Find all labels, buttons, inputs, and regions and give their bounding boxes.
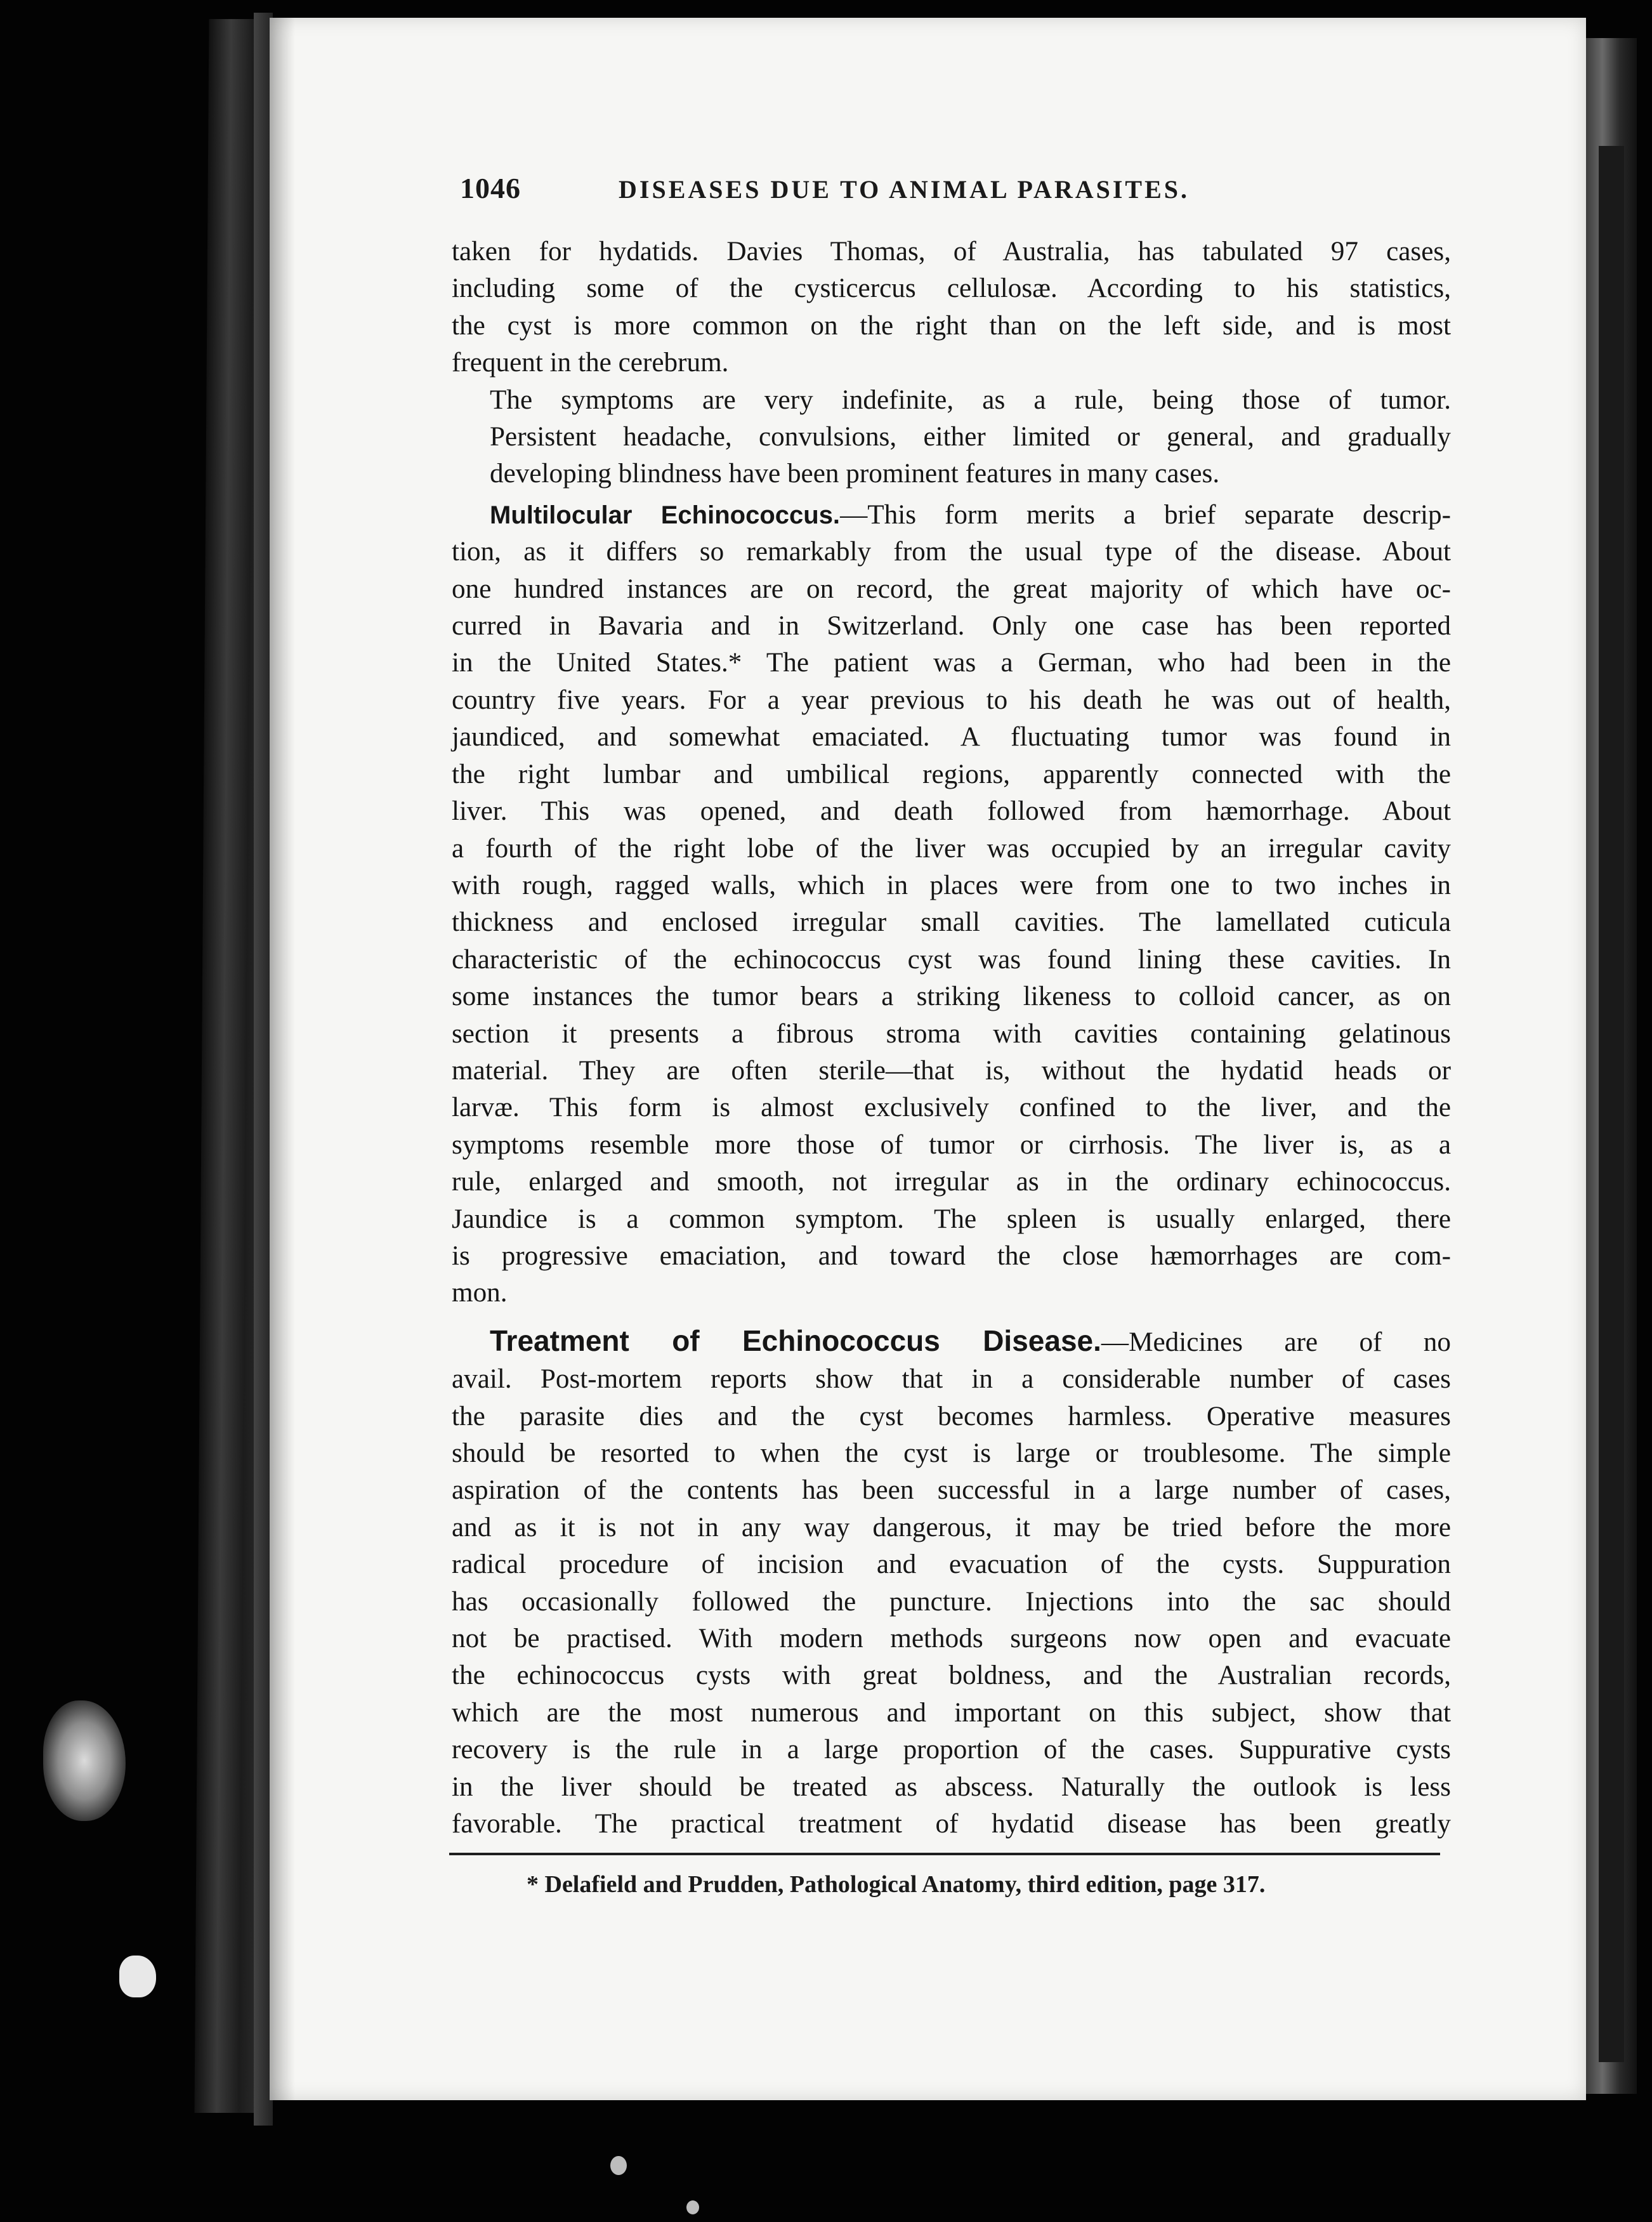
running-title: DISEASES DUE TO ANIMAL PARASITES. xyxy=(619,175,1190,204)
text-line: with rough, ragged walls, which in places were from one to two inches in xyxy=(452,870,1451,900)
body-text xyxy=(452,233,1451,1843)
text-line: including some of the cysticercus cellulosæ. According to his statistics, xyxy=(452,273,1451,304)
text-line: developing blindness have been prominent features in many cases. xyxy=(490,459,1220,489)
text-line: the cyst is more common on the right than on the left side, and is most xyxy=(452,310,1451,341)
text-line: which are the most numerous and important on this subject, show that xyxy=(452,1697,1451,1728)
paragraph-multilocular xyxy=(452,497,1451,1312)
paragraph-first-line xyxy=(452,1322,1451,1361)
text-line: in the United States.* The patient was a German, who had been in the xyxy=(452,648,1451,678)
scan-speck xyxy=(610,2156,627,2175)
text-line: has occasionally followed the puncture. Injections into the sac should xyxy=(452,1586,1451,1617)
text-line: The symptoms are very indefinite, as a rule, being those of tumor. xyxy=(490,385,1451,415)
text-line: in the liver should be treated as abscess. Naturally the outlook is less xyxy=(452,1772,1451,1802)
text-line: tion, as it differs so remarkably from the usual type of the disease. About xyxy=(452,537,1451,567)
text-line: liver. This was opened, and death followed from hæmorrhage. About xyxy=(452,796,1451,827)
paragraph-first-line xyxy=(452,497,1451,534)
page-edge-inner xyxy=(1599,146,1624,2062)
text-line: Persistent headache, convulsions, either limited or general, and gradually xyxy=(490,422,1451,452)
text-line: and as it is not in any way dangerous, it may be tried before the more xyxy=(452,1512,1451,1542)
gutter-shadow xyxy=(270,18,295,2100)
scan-artifact-tab xyxy=(119,1956,156,1997)
text-line: the echinococcus cysts with great boldness, and the Australian records, xyxy=(452,1660,1451,1691)
text-line: taken for hydatids. Davies Thomas, of Australia, has tabulated 97 cases, xyxy=(452,237,1451,266)
text-line: not be practised. With modern methods surgeons now open and evacuate xyxy=(452,1624,1451,1654)
text-line: frequent in the cerebrum. xyxy=(452,348,729,378)
text-line: some instances the tumor bears a striking likeness to colloid cancer, as on xyxy=(452,982,1451,1012)
paragraph-symptoms xyxy=(452,382,1451,493)
line-text: —Medicines are of no xyxy=(1101,1327,1451,1357)
section-heading-treatment: Treatment of Echinococcus Disease. xyxy=(490,1324,1101,1357)
text-line: the parasite dies and the cyst becomes harmless. Operative measures xyxy=(452,1401,1451,1431)
text-line: thickness and enclosed irregular small cavities. The lamellated cuticula xyxy=(452,907,1451,938)
text-line: aspiration of the contents has been successful in a large number of cases, xyxy=(452,1475,1451,1506)
text-line: section it presents a fibrous stroma with cavities containing gelatinous xyxy=(452,1018,1451,1049)
paragraph-treatment xyxy=(452,1322,1451,1843)
text-line: larvæ. This form is almost exclusively confined to the liver, and the xyxy=(452,1093,1451,1123)
text-line: radical procedure of incision and evacuation of the cysts. Suppuration xyxy=(452,1549,1451,1580)
line-text: —This form merits a brief separate descrip- xyxy=(840,499,1452,530)
text-line: mon. xyxy=(452,1278,508,1308)
text-line: curred in Bavaria and in Switzerland. Only one case has been reported xyxy=(452,611,1451,641)
text-line: rule, enlarged and smooth, not irregular as in the ordinary echinococcus. xyxy=(452,1167,1451,1197)
text-line: recovery is the rule in a large proportion of the cases. Suppurative cysts xyxy=(452,1735,1451,1765)
page-number: 1046 xyxy=(460,172,521,204)
text-line: material. They are often sterile—that is, without the hydatid heads or xyxy=(452,1055,1451,1086)
text-line: the right lumbar and umbilical regions, apparently connected with the xyxy=(452,759,1451,789)
text-line: avail. Post-mortem reports show that in a considerable number of cases xyxy=(452,1364,1451,1395)
text-line: favorable. The practical treatment of hydatid disease has been greatly xyxy=(452,1809,1451,1839)
scan-speck xyxy=(686,2200,699,2214)
section-heading-multilocular: Multilocular Echinococcus. xyxy=(490,501,841,529)
footnote: * Delafield and Prudden, Pathological Anatomy, third edition, page 317. xyxy=(527,1871,1266,1898)
text-line: characteristic of the echinococcus cyst was found lining these cavities. In xyxy=(452,944,1451,975)
text-line: one hundred instances are on record, the great majority of which have oc- xyxy=(452,574,1451,604)
text-line: is progressive emaciation, and toward the close hæmorrhages are com- xyxy=(452,1240,1451,1271)
text-line: symptoms resemble more those of tumor or cirrhosis. The liver is, as a xyxy=(452,1129,1451,1160)
text-line: Jaundice is a common symptom. The spleen is usually enlarged, there xyxy=(452,1204,1451,1234)
text-line: should be resorted to when the cyst is large or troublesome. The simple xyxy=(452,1438,1451,1468)
running-header xyxy=(460,171,1266,209)
text-line: a fourth of the right lobe of the liver was occupied by an irregular cavity xyxy=(452,833,1451,864)
footnote-rule xyxy=(449,1853,1440,1855)
paragraph-hydatid-cerebrum xyxy=(452,233,1451,382)
text-line: jaundiced, and somewhat emaciated. A fluctuating tumor was found in xyxy=(452,722,1451,753)
text-line: country five years. For a year previous to his death he was out of health, xyxy=(452,685,1451,715)
